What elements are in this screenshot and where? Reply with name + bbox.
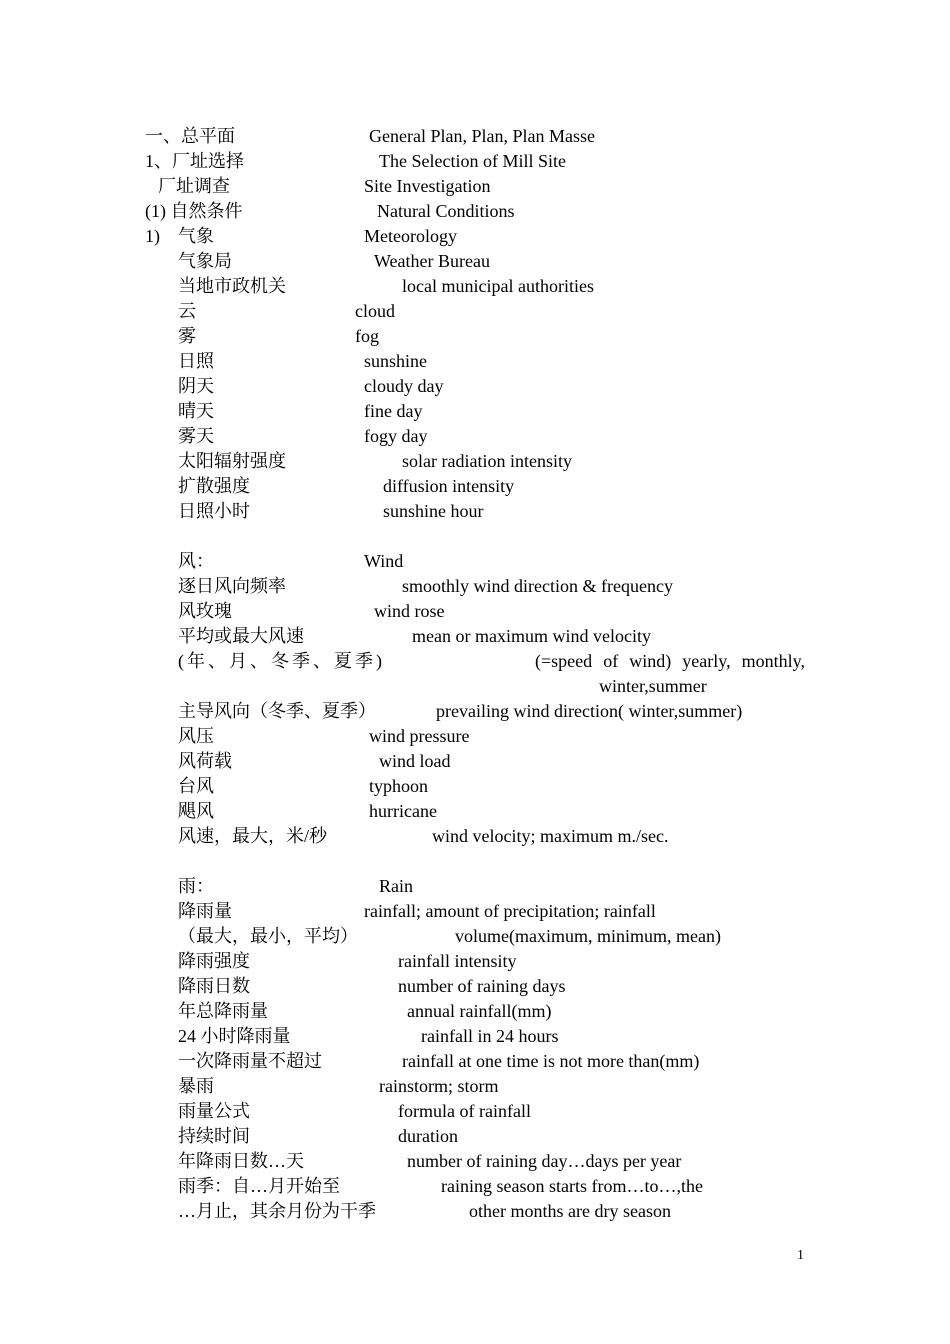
english-term: Site Investigation (364, 176, 491, 196)
chinese-term: 太阳辐射强度 (178, 451, 286, 471)
glossary-line (0, 949, 950, 973)
chinese-term: (1) 自然条件 (145, 201, 243, 221)
english-term: sunshine (364, 351, 427, 371)
glossary-line (0, 1124, 950, 1148)
english-term: rainfall at one time is not more than(mm) (402, 1051, 700, 1071)
glossary-line (0, 224, 950, 248)
chinese-term: 扩散强度 (178, 476, 250, 496)
glossary-line (0, 924, 950, 948)
glossary-line (0, 324, 950, 348)
english-term: winter,summer (599, 676, 707, 696)
glossary-line (0, 349, 950, 373)
english-term: The Selection of Mill Site (379, 151, 566, 171)
english-term: number of raining days (398, 976, 566, 996)
english-term: duration (398, 1126, 458, 1146)
chinese-term: 一次降雨量不超过 (178, 1051, 322, 1071)
english-term: mean or maximum wind velocity (412, 626, 651, 646)
chinese-term: （最大，最小，平均） (178, 926, 358, 946)
glossary-line (0, 1074, 950, 1098)
chinese-term: 风荷载 (178, 751, 232, 771)
glossary-line (0, 199, 950, 223)
glossary-line (0, 1024, 950, 1048)
glossary-line (0, 499, 950, 523)
english-term: rainfall intensity (398, 951, 517, 971)
glossary-line (0, 824, 950, 848)
glossary-line (0, 799, 950, 823)
chinese-term: 阴天 (178, 376, 214, 396)
chinese-term: 当地市政机关 (178, 276, 286, 296)
glossary-line (0, 1049, 950, 1073)
chinese-term: 晴天 (178, 401, 214, 421)
glossary-line (0, 974, 950, 998)
glossary-line (0, 674, 950, 698)
glossary-line (0, 724, 950, 748)
glossary-line (0, 649, 950, 673)
chinese-term: 逐日风向频率 (178, 576, 286, 596)
glossary-line (0, 549, 950, 573)
glossary-line (0, 599, 950, 623)
glossary-line (0, 624, 950, 648)
english-term: volume(maximum, minimum, mean) (455, 926, 721, 946)
english-term: number of raining day…days per year (407, 1151, 682, 1171)
chinese-term: 降雨日数 (178, 976, 250, 996)
english-term: wind rose (374, 601, 445, 621)
glossary-line (0, 874, 950, 898)
glossary-line (0, 899, 950, 923)
glossary-line (0, 1149, 950, 1173)
chinese-term: 主导风向（冬季、夏季） (178, 701, 376, 721)
chinese-term: 日照小时 (178, 501, 250, 521)
chinese-term: 24 小时降雨量 (178, 1026, 291, 1046)
english-term: hurricane (369, 801, 437, 821)
chinese-term: 风压 (178, 726, 214, 746)
glossary-line (0, 149, 950, 173)
english-term: rainfall; amount of precipitation; rainfall (364, 901, 656, 921)
glossary-line (0, 1099, 950, 1123)
page-number: 1 (797, 1248, 804, 1263)
english-term: General Plan, Plan, Plan Masse (369, 126, 595, 146)
glossary-line (0, 699, 950, 723)
english-term: Natural Conditions (377, 201, 515, 221)
english-term: wind load (379, 751, 451, 771)
english-term: rainfall in 24 hours (421, 1026, 559, 1046)
english-term: smoothly wind direction & frequency (402, 576, 673, 596)
chinese-term: 雾 (178, 326, 196, 346)
chinese-term: 厂址调查 (158, 176, 230, 196)
chinese-term: 台风 (178, 776, 214, 796)
glossary-line (0, 299, 950, 323)
english-term: annual rainfall(mm) (407, 1001, 552, 1021)
english-term: Rain (379, 876, 413, 896)
chinese-term: 雾天 (178, 426, 214, 446)
glossary-line (0, 399, 950, 423)
chinese-term: 年降雨日数…天 (178, 1151, 304, 1171)
glossary-line (0, 249, 950, 273)
chinese-term: 持续时间 (178, 1126, 250, 1146)
english-term: other months are dry season (469, 1201, 671, 1221)
chinese-term: 雨量公式 (178, 1101, 250, 1121)
chinese-term: 风： (178, 551, 214, 571)
chinese-term: …月止，其余月份为干季 (178, 1201, 376, 1221)
chinese-term: 降雨量 (178, 901, 232, 921)
chinese-term: 雨： (178, 876, 214, 896)
chinese-term: 云 (178, 301, 196, 321)
english-term: Meteorology (364, 226, 457, 246)
chinese-term: 气象局 (178, 251, 232, 271)
glossary-line (0, 774, 950, 798)
chinese-term: 风玫瑰 (178, 601, 232, 621)
english-term: wind velocity; maximum m./sec. (432, 826, 669, 846)
chinese-term: 一、总平面 (145, 126, 235, 146)
chinese-term: 风速，最大，米/秒 (178, 826, 328, 846)
english-term: fog (355, 326, 379, 346)
chinese-term: 飓风 (178, 801, 214, 821)
chinese-term: 年总降雨量 (178, 1001, 268, 1021)
english-term: raining season starts from…to…,the (441, 1176, 703, 1196)
english-term: (=speed of wind) yearly, monthly, (535, 651, 805, 671)
glossary-line (0, 1199, 950, 1223)
chinese-term: 暴雨 (178, 1076, 214, 1096)
glossary-line (0, 999, 950, 1023)
english-term: diffusion intensity (383, 476, 515, 496)
chinese-term: 雨季：自…月开始至 (178, 1176, 340, 1196)
glossary-line (0, 274, 950, 298)
chinese-term: 日照 (178, 351, 214, 371)
glossary-line (0, 374, 950, 398)
english-term: rainstorm; storm (379, 1076, 499, 1096)
english-term: Wind (364, 551, 404, 571)
glossary-line (0, 574, 950, 598)
english-term: prevailing wind direction( winter,summer) (436, 701, 743, 721)
english-term: fine day (364, 401, 423, 421)
english-term: typhoon (369, 776, 429, 796)
chinese-term: 平均或最大风速 (178, 626, 304, 646)
chinese-term: 1) 气象 (145, 226, 214, 246)
english-term: sunshine hour (383, 501, 484, 521)
english-term: Weather Bureau (374, 251, 490, 271)
glossary-line (0, 174, 950, 198)
glossary-line (0, 749, 950, 773)
chinese-term: 1、厂址选择 (145, 151, 244, 171)
glossary-line (0, 474, 950, 498)
glossary-line (0, 449, 950, 473)
english-term: solar radiation intensity (402, 451, 572, 471)
english-term: local municipal authorities (402, 276, 594, 296)
glossary-line (0, 1174, 950, 1198)
chinese-term: 降雨强度 (178, 951, 250, 971)
glossary-line (0, 124, 950, 148)
english-term: cloudy day (364, 376, 444, 396)
english-term: cloud (355, 301, 395, 321)
english-term: formula of rainfall (398, 1101, 531, 1121)
glossary-line (0, 424, 950, 448)
english-term: fogy day (364, 426, 428, 446)
chinese-term: (年、月、冬季、夏季) (178, 651, 385, 671)
english-term: wind pressure (369, 726, 470, 746)
